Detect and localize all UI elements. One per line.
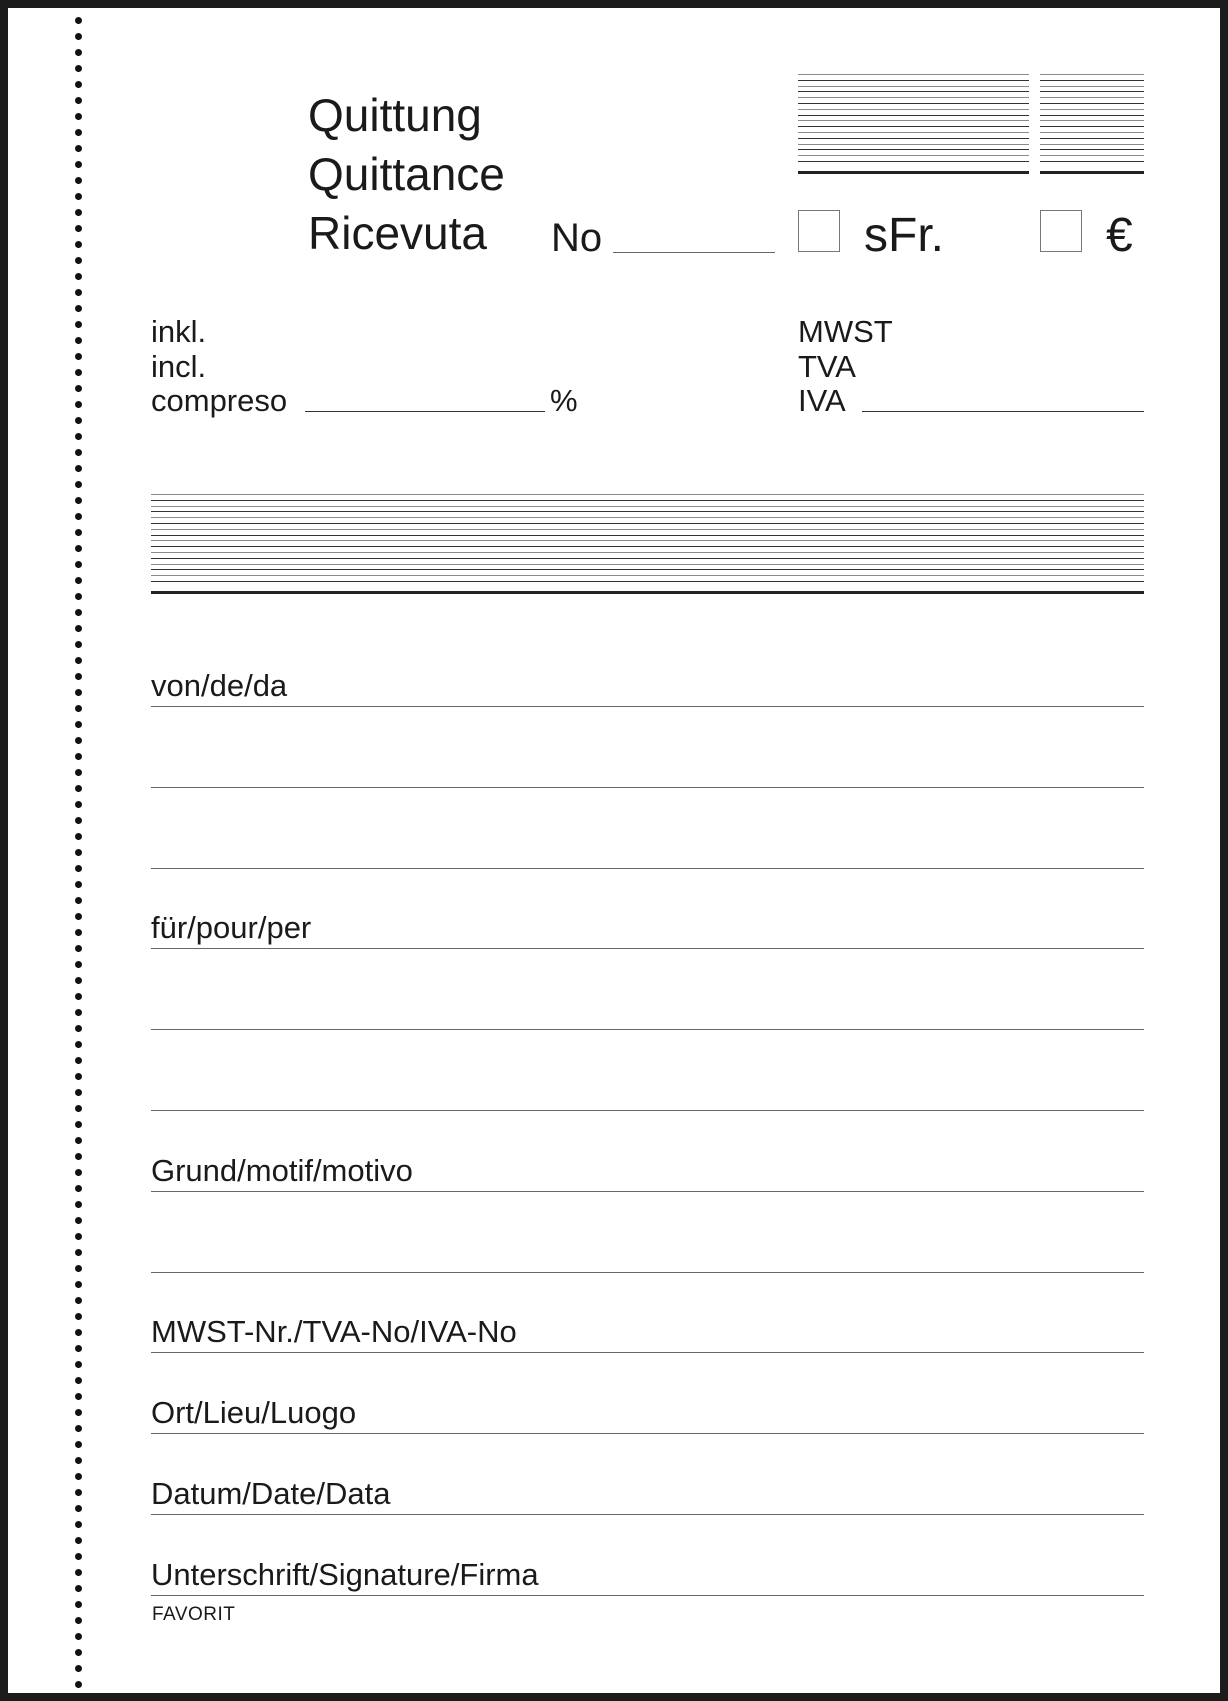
perforation-dot [75,1473,82,1480]
field-label: Grund/motif/motivo [151,1152,413,1188]
field-continuation-line[interactable] [151,1272,1144,1273]
perforation-dot [75,369,82,376]
ruled-line [798,120,1029,121]
perforation-dot [75,1329,82,1336]
perforation-dot [75,1025,82,1032]
perforation-dot [75,401,82,408]
ruled-line [798,74,1029,75]
perforation-dot [75,1601,82,1608]
perforation-dot [75,945,82,952]
perforation-dot [75,1073,82,1080]
ruled-line [798,126,1029,127]
perforation-dot [75,721,82,728]
perforation-dot [75,625,82,632]
number-field[interactable] [613,252,775,253]
ruled-line [1040,149,1144,150]
perforation-dot [75,417,82,424]
field-input-line[interactable] [151,1595,1144,1596]
perforation-dot [75,513,82,520]
perforation-dot [75,1505,82,1512]
perforation-dot [75,33,82,40]
ruled-line [1040,155,1144,156]
perforation-dot [75,465,82,472]
ruled-line [1040,161,1144,162]
perforation-dot [75,1569,82,1576]
perforation-dot [75,881,82,888]
perforation-dot [75,529,82,536]
perforation-dot [75,17,82,24]
perforation-dot [75,801,82,808]
perforation-dot [75,497,82,504]
perforation-dot [75,1121,82,1128]
perforation-dot [75,1137,82,1144]
perforation-dot [75,1281,82,1288]
perforation-dot [75,385,82,392]
field-input-line[interactable] [151,1433,1144,1434]
ruled-line [798,115,1029,116]
ruled-line [798,161,1029,162]
perforation-dot [75,1441,82,1448]
ruled-baseline [151,591,1144,594]
perforation-dot [75,49,82,56]
perforation-dot [75,1009,82,1016]
ruled-line [798,109,1029,110]
ruled-line [1040,86,1144,87]
perforation-dot [75,129,82,136]
perforation-dot [75,449,82,456]
ruled-line [1040,144,1144,145]
ruled-line [151,529,1144,530]
vat-label-german: MWST [798,314,893,349]
field-continuation-line[interactable] [151,1029,1144,1030]
ruled-line [1040,109,1144,110]
number-label: No [551,216,603,260]
field-input-line[interactable] [151,948,1144,949]
perforation-line [75,12,83,1692]
ruled-line [1040,132,1144,133]
field-continuation-line[interactable] [151,787,1144,788]
ruled-line [151,552,1144,553]
ruled-line [151,564,1144,565]
perforation-dot [75,849,82,856]
ruled-baseline [798,171,1029,174]
perforation-dot [75,833,82,840]
perforation-dot [75,193,82,200]
ruled-line [798,80,1029,81]
perforation-dot [75,65,82,72]
perforation-dot [75,113,82,120]
ruled-line [1040,120,1144,121]
perforation-dot [75,1377,82,1384]
perforation-dot [75,1345,82,1352]
perforation-dot [75,769,82,776]
ruled-line [151,569,1144,570]
perforation-dot [75,705,82,712]
ruled-line [151,546,1144,547]
ruled-line [1040,103,1144,104]
receipt-sheet [8,8,1220,1693]
perforation-dot [75,145,82,152]
field-label: von/de/da [151,668,288,703]
field-label: Ort/Lieu/Luogo [151,1395,357,1431]
perforation-dot [75,1057,82,1064]
ruled-line [798,138,1029,139]
perforation-dot [75,1681,82,1688]
ruled-line [1040,97,1144,98]
vat-incl-italian: compreso [151,383,288,418]
field-continuation-line[interactable] [151,868,1144,869]
title-italian: Ricevuta [308,207,487,259]
perforation-dot [75,929,82,936]
perforation-dot [75,657,82,664]
perforation-dot [75,1585,82,1592]
ruled-line [151,581,1144,582]
perforation-dot [75,289,82,296]
perforation-dot [75,545,82,552]
perforation-dot [75,1361,82,1368]
ruled-line [151,540,1144,541]
perforation-dot [75,673,82,680]
perforation-dot [75,1665,82,1672]
ruled-line [1040,80,1144,81]
perforation-dot [75,1265,82,1272]
currency-chf-checkbox[interactable] [798,210,840,252]
perforation-dot [75,353,82,360]
perforation-dot [75,1393,82,1400]
amount-in-words-field[interactable] [151,494,1144,596]
perforation-dot [75,225,82,232]
perforation-dot [75,977,82,984]
perforation-dot [75,209,82,216]
perforation-dot [75,865,82,872]
perforation-dot [75,1521,82,1528]
field-label: MWST-Nr./TVA-No/IVA-No [151,1314,517,1350]
currency-eur-checkbox[interactable] [1040,210,1082,252]
perforation-dot [75,97,82,104]
perforation-dot [75,273,82,280]
vat-label-french: TVA [798,349,856,384]
brand-label: FAVORIT [152,1604,236,1625]
ruled-line [1040,115,1144,116]
ruled-line [798,103,1029,104]
currency-eur-label: € [1106,209,1133,262]
perforation-dot [75,561,82,568]
perforation-dot [75,1425,82,1432]
perforation-dot [75,177,82,184]
perforation-dot [75,753,82,760]
ruled-line [151,575,1144,576]
perforation-dot [75,1313,82,1320]
currency-chf-label: sFr. [864,209,944,262]
perforation-dot [75,321,82,328]
ruled-line [798,144,1029,145]
perforation-dot [75,737,82,744]
perforation-dot [75,1041,82,1048]
ruled-line [151,494,1144,495]
perforation-dot [75,305,82,312]
perforation-dot [75,1233,82,1240]
field-input-line[interactable] [151,1191,1144,1192]
vat-percent-field[interactable] [305,411,545,412]
perforation-dot [75,257,82,264]
perforation-dot [75,817,82,824]
perforation-dot [75,1409,82,1416]
perforation-dot [75,1169,82,1176]
field-input-line[interactable] [151,1514,1144,1515]
perforation-dot [75,1617,82,1624]
vat-label-italian: IVA [798,383,846,418]
percent-symbol: % [550,383,578,418]
perforation-dot [75,609,82,616]
field-label: Unterschrift/Signature/Firma [151,1556,539,1592]
perforation-dot [75,1201,82,1208]
perforation-dot [75,1457,82,1464]
perforation-dot [75,689,82,696]
perforation-dot [75,241,82,248]
perforation-dot [75,913,82,920]
ruled-line [798,155,1029,156]
ruled-line [151,523,1144,524]
perforation-dot [75,897,82,904]
ruled-line [151,517,1144,518]
ruled-line [151,500,1144,501]
title-german: Quittung [308,89,482,141]
perforation-dot [75,1297,82,1304]
amount-cents-field[interactable] [1040,74,1144,176]
perforation-dot [75,1553,82,1560]
field-input-line[interactable] [151,1352,1144,1353]
field-label: für/pour/per [151,910,312,946]
ruled-line [798,91,1029,92]
ruled-line [798,132,1029,133]
perforation-dot [75,593,82,600]
field-input-line[interactable] [151,706,1144,707]
perforation-dot [75,1649,82,1656]
field-continuation-line[interactable] [151,1110,1144,1111]
vat-incl-french: incl. [151,349,207,384]
perforation-dot [75,1249,82,1256]
vat-incl-german: inkl. [151,314,207,349]
perforation-dot [75,1089,82,1096]
ruled-line [798,86,1029,87]
perforation-dot [75,1217,82,1224]
perforation-dot [75,641,82,648]
perforation-dot [75,81,82,88]
ruled-line [798,97,1029,98]
ruled-line [798,149,1029,150]
perforation-dot [75,577,82,584]
perforation-dot [75,1537,82,1544]
perforation-dot [75,1633,82,1640]
ruled-line [151,511,1144,512]
ruled-baseline [1040,171,1144,174]
perforation-dot [75,161,82,168]
perforation-dot [75,1105,82,1112]
amount-field[interactable] [798,74,1029,176]
perforation-dot [75,337,82,344]
perforation-dot [75,961,82,968]
ruled-line [1040,91,1144,92]
perforation-dot [75,1185,82,1192]
perforation-dot [75,993,82,1000]
perforation-dot [75,1153,82,1160]
vat-amount-field[interactable] [862,411,1144,412]
ruled-line [1040,126,1144,127]
field-label: Datum/Date/Data [151,1476,391,1511]
ruled-line [151,506,1144,507]
perforation-dot [75,433,82,440]
ruled-line [151,558,1144,559]
perforation-dot [75,481,82,488]
ruled-line [1040,74,1144,75]
perforation-dot [75,785,82,792]
title-french: Quittance [308,148,505,200]
ruled-line [151,535,1144,536]
perforation-dot [75,1489,82,1496]
ruled-line [1040,138,1144,139]
